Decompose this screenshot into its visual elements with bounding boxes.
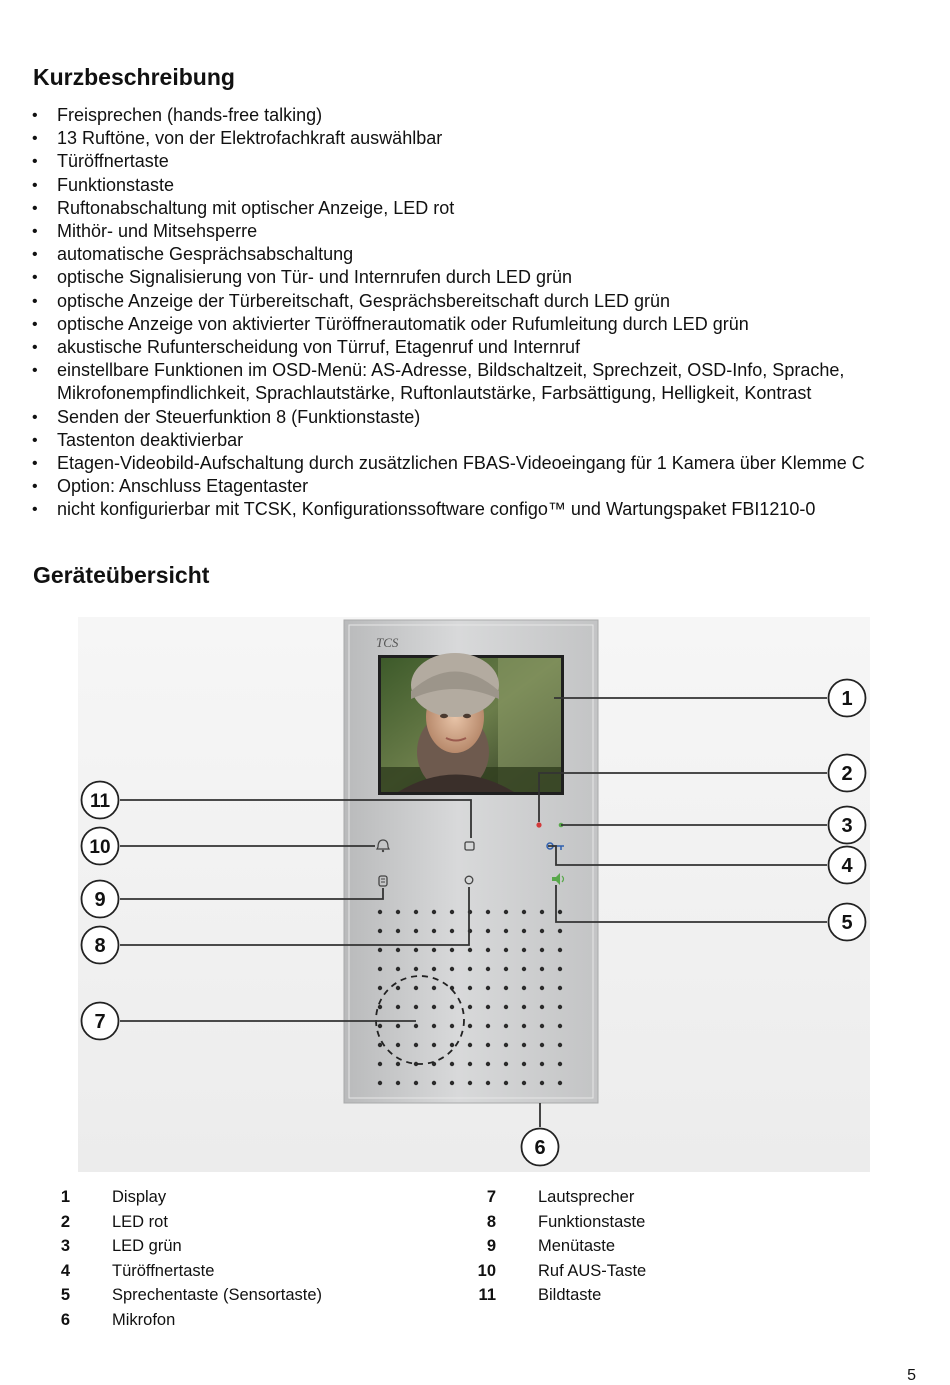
grille-hole xyxy=(540,1081,544,1085)
grille-hole xyxy=(486,929,490,933)
display-screen xyxy=(378,653,564,795)
grille-hole xyxy=(504,1081,508,1085)
grille-hole xyxy=(450,948,454,952)
grille-hole xyxy=(450,1005,454,1009)
grille-hole xyxy=(522,1024,526,1028)
grille-hole xyxy=(396,910,400,914)
grille-hole xyxy=(414,910,418,914)
legend-row xyxy=(20,1283,322,1308)
feature-item: • Funktionstaste xyxy=(30,174,925,197)
feature-item: • Mithör- und Mitsehsperre xyxy=(30,220,925,243)
legend-number: 6 xyxy=(60,1310,70,1329)
feature-item: • optische Signalisierung von Tür- und Internrufen durch LED grün xyxy=(30,266,925,289)
legend-row xyxy=(20,1234,322,1259)
callout-label: 9 xyxy=(94,889,106,911)
grille-hole xyxy=(522,1005,526,1009)
legend-row xyxy=(20,1210,322,1235)
grille-hole xyxy=(396,1043,400,1047)
grille-hole xyxy=(468,986,472,990)
legend-number: 1 xyxy=(60,1188,70,1206)
grille-hole xyxy=(450,967,454,971)
grille-hole xyxy=(432,967,436,971)
grille-hole xyxy=(522,948,526,952)
grille-hole xyxy=(378,929,382,933)
callout-label: 10 xyxy=(89,837,111,858)
grille-hole xyxy=(378,948,382,952)
grille-hole xyxy=(468,1081,472,1085)
legend-number: 3 xyxy=(60,1237,70,1255)
device-overview-figure xyxy=(78,617,870,1172)
legend-row xyxy=(20,1308,322,1333)
grille-hole xyxy=(432,1005,436,1009)
grille-hole xyxy=(486,1081,490,1085)
section-title-kurzbeschreibung: Kurzbeschreibung xyxy=(33,64,235,90)
callout-9 xyxy=(82,881,119,918)
grille-hole xyxy=(540,1062,544,1066)
brand-logo: TCS xyxy=(376,635,399,650)
grille-hole xyxy=(558,986,562,990)
legend-label: LED grün xyxy=(112,1237,182,1255)
grille-hole xyxy=(558,1081,562,1085)
grille-hole xyxy=(432,929,436,933)
callout-11 xyxy=(82,782,119,819)
grille-hole xyxy=(504,967,508,971)
grille-hole xyxy=(540,967,544,971)
grille-hole xyxy=(486,1005,490,1009)
feature-item: • nicht konfigurierbar mit TCSK, Konfigurationssoftware configo™ und Wartungspaket FBI1210-0 xyxy=(30,498,925,521)
callout-8 xyxy=(82,927,119,964)
callout-label: 6 xyxy=(534,1137,546,1159)
feature-item: • Freisprechen (hands-free talking) xyxy=(30,104,925,127)
grille-hole xyxy=(396,986,400,990)
grille-hole xyxy=(540,910,544,914)
grille-hole xyxy=(558,967,562,971)
legend-row xyxy=(446,1234,646,1259)
legend-row xyxy=(446,1283,646,1308)
feature-item: • automatische Gesprächsabschaltung xyxy=(30,243,925,266)
grille-hole xyxy=(432,986,436,990)
grille-hole xyxy=(396,1024,400,1028)
legend-row xyxy=(20,1185,322,1210)
grille-hole xyxy=(450,929,454,933)
callout-10 xyxy=(82,828,119,865)
legend-number: 4 xyxy=(60,1261,70,1280)
callout-label: 11 xyxy=(89,791,111,812)
callout-label: 8 xyxy=(94,935,106,957)
grille-hole xyxy=(396,948,400,952)
grille-hole xyxy=(450,1062,454,1066)
grille-hole xyxy=(432,1043,436,1047)
legend-number: 7 xyxy=(486,1188,496,1206)
callout-2 xyxy=(829,755,866,792)
legend-row xyxy=(446,1185,646,1210)
feature-item: • Tastenton deaktivierbar xyxy=(30,429,925,452)
grille-hole xyxy=(396,967,400,971)
grille-hole xyxy=(504,986,508,990)
feature-item: • Ruftonabschaltung mit optischer Anzeige, LED rot xyxy=(30,197,925,220)
grille-hole xyxy=(540,1043,544,1047)
legend-label: Display xyxy=(112,1188,167,1206)
legend-label: Sprechentaste (Sensortaste) xyxy=(112,1286,323,1304)
grille-hole xyxy=(504,929,508,933)
led-red-icon xyxy=(536,822,541,827)
feature-item: • Türöffnertaste xyxy=(30,150,925,173)
legend-label: Lautsprecher xyxy=(538,1188,635,1206)
grille-hole xyxy=(378,967,382,971)
callout-label: 7 xyxy=(94,1011,106,1033)
grille-hole xyxy=(378,1005,382,1009)
grille-hole xyxy=(522,1081,526,1085)
feature-list xyxy=(30,104,925,522)
grille-hole xyxy=(450,910,454,914)
callout-label: 4 xyxy=(841,855,853,877)
grille-hole xyxy=(432,1024,436,1028)
section-title-geraeteuebersicht: Geräteübersicht xyxy=(33,562,210,588)
grille-hole xyxy=(504,1005,508,1009)
grille-hole xyxy=(414,929,418,933)
grille-hole xyxy=(378,910,382,914)
grille-hole xyxy=(540,986,544,990)
grille-hole xyxy=(558,910,562,914)
grille-hole xyxy=(468,1043,472,1047)
grille-hole xyxy=(558,1005,562,1009)
grille-hole xyxy=(396,1062,400,1066)
grille-hole xyxy=(468,1005,472,1009)
grille-hole xyxy=(558,1062,562,1066)
grille-hole xyxy=(558,1043,562,1047)
callout-5 xyxy=(829,904,866,941)
legend-row xyxy=(446,1210,646,1235)
grille-hole xyxy=(504,910,508,914)
legend-label: LED rot xyxy=(112,1212,168,1231)
grille-hole xyxy=(450,1043,454,1047)
grille-hole xyxy=(522,929,526,933)
legend-row xyxy=(20,1259,322,1284)
legend-number: 9 xyxy=(486,1237,496,1255)
callout-7 xyxy=(82,1003,119,1040)
grille-hole xyxy=(378,1043,382,1047)
feature-item: • Etagen-Videobild-Aufschaltung durch zusätzlichen FBAS-Videoeingang für 1 Kamera über Klemme C xyxy=(30,452,925,475)
grille-hole xyxy=(558,929,562,933)
feature-item: • Option: Anschluss Etagentaster xyxy=(30,475,925,498)
grille-hole xyxy=(522,986,526,990)
callout-label: 3 xyxy=(841,815,853,837)
grille-hole xyxy=(396,929,400,933)
feature-item: • Senden der Steuerfunktion 8 (Funktionstaste) xyxy=(30,406,925,429)
grille-hole xyxy=(522,967,526,971)
grille-hole xyxy=(540,1005,544,1009)
grille-hole xyxy=(450,1081,454,1085)
grille-hole xyxy=(540,929,544,933)
grille-hole xyxy=(432,948,436,952)
callout-4 xyxy=(829,847,866,884)
grille-hole xyxy=(504,1024,508,1028)
legend-label: Menütaste xyxy=(538,1237,616,1255)
grille-hole xyxy=(486,967,490,971)
legend-right-column xyxy=(446,1185,646,1308)
legend-number: 10 xyxy=(477,1261,496,1280)
grille-hole xyxy=(486,986,490,990)
callout-label: 5 xyxy=(841,912,853,934)
grille-hole xyxy=(486,1062,490,1066)
grille-hole xyxy=(414,1081,418,1085)
callout-3 xyxy=(829,807,866,844)
grille-hole xyxy=(486,910,490,914)
grille-hole xyxy=(378,1024,382,1028)
grille-hole xyxy=(468,1062,472,1066)
grille-hole xyxy=(414,986,418,990)
legend-number: 8 xyxy=(486,1212,496,1231)
grille-hole xyxy=(522,910,526,914)
callout-1 xyxy=(829,680,866,717)
grille-hole xyxy=(486,1024,490,1028)
legend-number: 11 xyxy=(478,1286,496,1304)
legend-label: Türöffnertaste xyxy=(112,1261,215,1280)
grille-hole xyxy=(396,1005,400,1009)
page-number: 5 xyxy=(907,1367,916,1384)
feature-item: • einstellbare Funktionen im OSD-Menü: AS-Adresse, Bildschaltzeit, Sprechzeit, OSD-Info, Sprache, Mikrofonempfindlichkeit, Sprachlautstärke, Ruftonlautstärke, Farbsättigung, Helligkeit, Kontrast xyxy=(30,359,925,405)
legend-number: 5 xyxy=(60,1286,70,1304)
callout-label: 2 xyxy=(841,763,853,785)
legend-label: Ruf AUS-Taste xyxy=(538,1261,647,1280)
grille-hole xyxy=(540,1024,544,1028)
grille-hole xyxy=(522,1043,526,1047)
grille-hole xyxy=(378,986,382,990)
legend-left-column xyxy=(20,1185,322,1332)
feature-item: • optische Anzeige der Türbereitschaft, Gesprächsbereitschaft durch LED grün xyxy=(30,290,925,313)
feature-item: • akustische Rufunterscheidung von Türruf, Etagenruf und Internruf xyxy=(30,336,925,359)
grille-hole xyxy=(414,948,418,952)
grille-hole xyxy=(414,967,418,971)
grille-hole xyxy=(414,1024,418,1028)
feature-item: • 13 Ruftöne, von der Elektrofachkraft auswählbar xyxy=(30,127,925,150)
grille-hole xyxy=(468,948,472,952)
grille-hole xyxy=(504,1062,508,1066)
grille-hole xyxy=(504,948,508,952)
callout-label: 1 xyxy=(841,688,853,710)
grille-hole xyxy=(378,1081,382,1085)
grille-hole xyxy=(432,1081,436,1085)
legend-row xyxy=(446,1259,646,1284)
grille-hole xyxy=(558,1024,562,1028)
grille-hole xyxy=(414,1043,418,1047)
grille-hole xyxy=(396,1081,400,1085)
legend-label: Mikrofon xyxy=(112,1310,176,1329)
grille-hole xyxy=(486,948,490,952)
feature-item: • optische Anzeige von aktivierter Türöffnerautomatik oder Rufumleitung durch LED grün xyxy=(30,313,925,336)
grille-hole xyxy=(468,1024,472,1028)
grille-hole xyxy=(468,967,472,971)
grille-hole xyxy=(540,948,544,952)
callout-6 xyxy=(522,1129,559,1166)
grille-hole xyxy=(432,910,436,914)
grille-hole xyxy=(522,1062,526,1066)
grille-hole xyxy=(414,1005,418,1009)
legend-label: Funktionstaste xyxy=(538,1212,646,1231)
grille-hole xyxy=(486,1043,490,1047)
grille-hole xyxy=(558,948,562,952)
grille-hole xyxy=(378,1062,382,1066)
grille-hole xyxy=(504,1043,508,1047)
grille-hole xyxy=(450,1024,454,1028)
legend-label: Bildtaste xyxy=(538,1286,602,1304)
legend-number: 2 xyxy=(60,1212,70,1231)
